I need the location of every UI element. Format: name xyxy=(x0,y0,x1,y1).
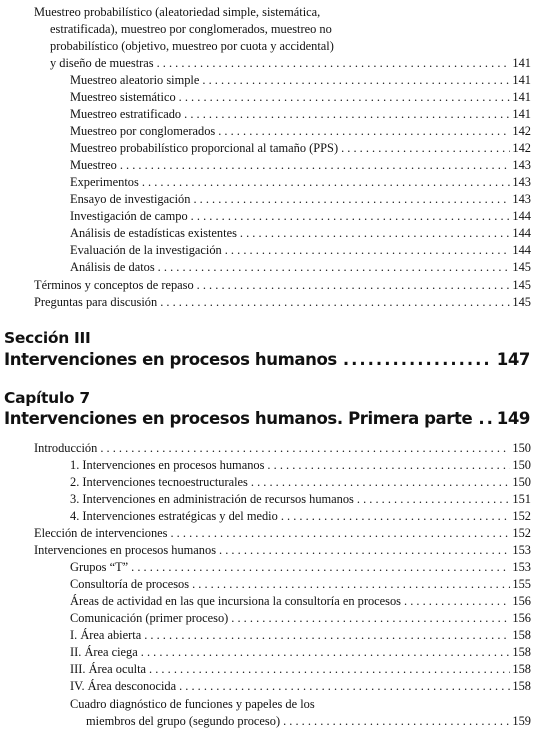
toc-entry[interactable] xyxy=(70,627,531,643)
toc-entry-label: I. Área abierta xyxy=(70,628,142,642)
dot-leader xyxy=(142,174,511,190)
toc-entry-label: 3. Intervenciones en administración de recursos humanos xyxy=(70,492,354,506)
dot-leader xyxy=(184,106,510,122)
toc-page-number: 144 xyxy=(512,243,531,257)
dot-leader xyxy=(179,678,510,694)
toc-page-number: 141 xyxy=(512,90,531,104)
toc-entry-sampling-line1: Muestreo probabilístico (aleatoriedad simple, sistemática, xyxy=(34,5,321,19)
toc-entry-label: Muestreo probabilístico proporcional al tamaño (PPS) xyxy=(70,141,339,155)
toc-page-number: 150 xyxy=(512,475,531,489)
dot-leader xyxy=(281,508,511,524)
toc-page-number: 145 xyxy=(512,295,531,309)
toc-entry-label: IV. Área desconocida xyxy=(70,679,177,693)
toc-entry-choice[interactable] xyxy=(34,525,531,541)
toc-entry[interactable] xyxy=(70,644,531,660)
toc-entry[interactable] xyxy=(70,242,531,258)
dot-leader xyxy=(131,559,510,575)
toc-entry-label: Evaluación de la investigación xyxy=(70,243,222,257)
section-label: Sección III xyxy=(4,329,91,347)
toc-page-number: 142 xyxy=(512,124,531,138)
toc-page-number: 153 xyxy=(512,543,531,557)
dot-leader xyxy=(218,123,510,139)
dot-leader xyxy=(197,277,511,293)
toc-entry-label: Muestreo xyxy=(70,158,117,172)
dot-leader xyxy=(191,208,511,224)
toc-entry[interactable] xyxy=(70,208,531,224)
toc-entry-sampling-line3: probabilístico (objetivo, muestreo por cuota y accidental) xyxy=(50,39,334,53)
toc-entry-label: Muestreo por conglomerados xyxy=(70,124,216,138)
toc-entry-label: Ensayo de investigación xyxy=(70,192,191,206)
toc-page-number: 144 xyxy=(512,226,531,240)
toc-entry-label: Introducción xyxy=(34,441,98,455)
toc-page-number: 152 xyxy=(512,509,531,523)
toc-page-number: 143 xyxy=(512,192,531,206)
toc-entry[interactable] xyxy=(70,661,531,677)
toc-entry-label: Muestreo sistemático xyxy=(70,90,176,104)
dot-leader xyxy=(193,191,510,207)
toc-entry-label: Muestreo estratificado xyxy=(70,107,182,121)
toc-entry[interactable] xyxy=(70,491,531,507)
toc-entry[interactable] xyxy=(70,610,531,626)
toc-page-number: 141 xyxy=(512,73,531,87)
toc-entry-label: Grupos “T” xyxy=(70,560,129,574)
toc-entry-label: Intervenciones en procesos humanos xyxy=(34,543,217,557)
toc-entry-label: Experimentos xyxy=(70,175,139,189)
dot-leader xyxy=(219,542,510,558)
toc-page-number: 152 xyxy=(512,526,531,540)
toc-entry-label: Comunicación (primer proceso) xyxy=(70,611,229,625)
toc-entry-sampling[interactable] xyxy=(50,55,531,71)
toc-entry[interactable] xyxy=(70,678,531,694)
toc-entry-label: Análisis de estadísticas existentes xyxy=(70,226,237,240)
toc-entry[interactable] xyxy=(70,106,531,122)
toc-entry[interactable] xyxy=(70,259,531,275)
dot-leader xyxy=(149,661,510,677)
dot-leader xyxy=(341,140,510,156)
toc-entry-terms[interactable] xyxy=(34,277,531,293)
toc-entry[interactable] xyxy=(70,457,531,473)
toc-entry-label: miembros del grupo (segundo proceso) xyxy=(86,714,281,728)
chapter-page-number: 149 xyxy=(496,409,530,428)
toc-entry-label: Análisis de datos xyxy=(70,260,155,274)
toc-page-number: 153 xyxy=(512,560,531,574)
toc-entry[interactable] xyxy=(70,559,531,575)
toc-page-number: 150 xyxy=(512,441,531,455)
dot-leader xyxy=(240,225,511,241)
dot-leader xyxy=(141,644,511,660)
toc-entry-label: 2. Intervenciones tecnoestructurales xyxy=(70,475,248,489)
toc-entry-label: Investigación de campo xyxy=(70,209,188,223)
toc-entry[interactable] xyxy=(70,123,531,139)
toc-page-number: 150 xyxy=(512,458,531,472)
chapter-label: Capítulo 7 xyxy=(4,389,90,407)
toc-entry[interactable] xyxy=(70,474,531,490)
toc-page-number: 158 xyxy=(512,645,531,659)
toc-entry[interactable] xyxy=(70,191,531,207)
dot-leader xyxy=(404,593,510,609)
toc-entry-diagnostic-line1: Cuadro diagnóstico de funciones y papeles de los xyxy=(70,697,315,711)
dot-leader xyxy=(231,610,510,626)
dot-leader xyxy=(179,89,511,105)
toc-entry-label: Elección de intervenciones xyxy=(34,526,168,540)
toc-page-number: 141 xyxy=(512,56,531,70)
toc-entry[interactable] xyxy=(70,225,531,241)
toc-entry-label: Áreas de actividad en las que incursiona la consultoría en procesos xyxy=(70,594,401,608)
toc-page-number: 158 xyxy=(512,628,531,642)
dot-leader xyxy=(202,72,510,88)
toc-page-number: 143 xyxy=(512,175,531,189)
dot-leader xyxy=(144,627,510,643)
dot-leader xyxy=(283,713,510,729)
toc-entry-label: 4. Intervenciones estratégicas y del medio xyxy=(70,509,278,523)
toc-page-number: 141 xyxy=(512,107,531,121)
toc-entry-label: Muestreo aleatorio simple xyxy=(70,73,200,87)
toc-entry[interactable] xyxy=(70,89,531,105)
toc-page-number: 156 xyxy=(512,611,531,625)
chapter-heading[interactable] xyxy=(4,408,530,430)
toc-entry-human[interactable] xyxy=(34,542,531,558)
toc-entry-intro[interactable] xyxy=(34,440,531,456)
toc-entry-label: Consultoría de procesos xyxy=(70,577,190,591)
toc-entry[interactable] xyxy=(70,157,531,173)
toc-entry[interactable] xyxy=(70,72,531,88)
dot-leader xyxy=(343,349,493,371)
toc-entry-sampling-line2: estratificada), muestreo por conglomerados, muestreo no xyxy=(50,22,332,36)
toc-page-number: 158 xyxy=(512,679,531,693)
section-page-number: 147 xyxy=(496,350,530,369)
toc-entry-label: y diseño de muestras xyxy=(50,56,154,70)
dot-leader xyxy=(192,576,510,592)
toc-page-number: 156 xyxy=(512,594,531,608)
toc-page-number: 145 xyxy=(512,260,531,274)
toc-entry-label: II. Área ciega xyxy=(70,645,138,659)
toc-page-number: 159 xyxy=(512,714,531,728)
dot-leader xyxy=(267,457,510,473)
section-title: Intervenciones en procesos humanos xyxy=(4,350,337,369)
toc-entry[interactable] xyxy=(70,593,531,609)
toc-entry-questions[interactable] xyxy=(34,294,531,310)
toc-entry[interactable] xyxy=(70,140,531,156)
toc-page-number: 155 xyxy=(512,577,531,591)
dot-leader xyxy=(158,259,511,275)
dot-leader xyxy=(120,157,511,173)
toc-entry[interactable] xyxy=(70,174,531,190)
toc-entry-label: III. Área oculta xyxy=(70,662,147,676)
dot-leader xyxy=(157,55,511,71)
toc-page-number: 145 xyxy=(512,278,531,292)
toc-page-number: 142 xyxy=(512,141,531,155)
toc-page-number: 151 xyxy=(512,492,531,506)
toc-entry-label: 1. Intervenciones en procesos humanos xyxy=(70,458,265,472)
chapter-title: Intervenciones en procesos humanos. Primera parte xyxy=(4,409,473,428)
toc-entry[interactable] xyxy=(70,576,531,592)
dot-leader xyxy=(251,474,511,490)
toc-entry-label: Términos y conceptos de repaso xyxy=(34,278,194,292)
dot-leader xyxy=(170,525,510,541)
section-heading[interactable] xyxy=(4,349,530,371)
dot-leader xyxy=(100,440,510,456)
toc-page-number: 158 xyxy=(512,662,531,676)
toc-page-number: 144 xyxy=(512,209,531,223)
toc-page-number: 143 xyxy=(512,158,531,172)
toc-entry-diagnostic[interactable] xyxy=(86,713,531,729)
dot-leader xyxy=(357,491,511,507)
dot-leader xyxy=(478,408,492,430)
toc-entry-label: Preguntas para discusión xyxy=(34,295,158,309)
toc-entry[interactable] xyxy=(70,508,531,524)
dot-leader xyxy=(225,242,511,258)
dot-leader xyxy=(160,294,510,310)
